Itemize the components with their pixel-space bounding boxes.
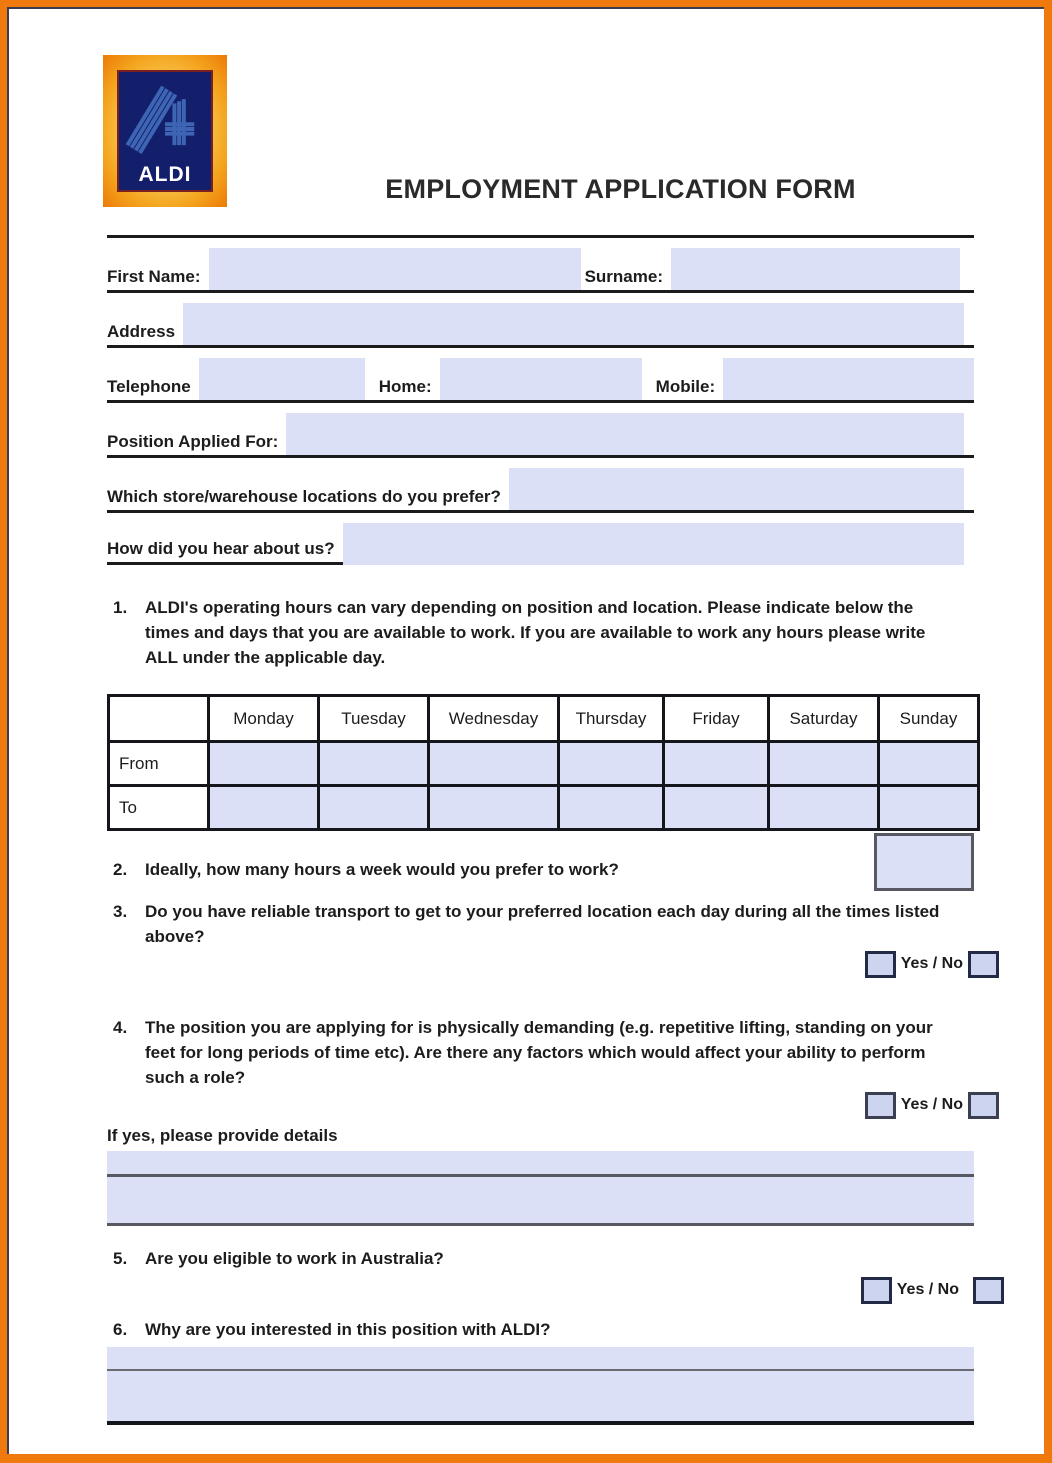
table-row-to — [109, 786, 979, 830]
avail-from-monday-input[interactable] — [210, 743, 317, 784]
question-2-row — [107, 831, 974, 891]
question-1 — [107, 595, 974, 670]
page-title: EMPLOYMENT APPLICATION FORM — [385, 174, 856, 204]
address-input[interactable] — [183, 303, 964, 345]
avail-from-sunday-input[interactable] — [880, 743, 977, 784]
surname-input[interactable] — [671, 248, 960, 290]
question-5-yesno-row — [107, 1275, 1004, 1305]
table-header-thursday: Thursday — [559, 696, 664, 742]
home-phone-input[interactable] — [440, 358, 642, 400]
question-5-text: Are you eligible to work in Australia? — [145, 1249, 444, 1268]
q3-no-checkbox[interactable] — [968, 951, 999, 978]
aldi-logo-emblem — [117, 70, 213, 192]
question-2 — [107, 831, 874, 882]
aldi-logo-wordmark: ALDI — [138, 163, 192, 186]
address-label: Address — [107, 322, 176, 341]
home-label: Home: — [378, 377, 432, 396]
aldi-logo — [103, 55, 227, 207]
q5-yes-checkbox[interactable] — [861, 1277, 892, 1304]
table-header-wednesday: Wednesday — [429, 696, 559, 742]
store-location-input[interactable] — [509, 468, 964, 510]
avail-to-wednesday-input[interactable] — [430, 787, 557, 828]
question-5 — [107, 1246, 974, 1271]
q4-no-checkbox[interactable] — [968, 1092, 999, 1119]
q6-answer-line-1-input[interactable] — [107, 1347, 974, 1371]
telephone-label: Telephone — [107, 377, 191, 396]
row-label-to: To — [109, 786, 209, 830]
question-4-yesno-row — [107, 1090, 999, 1120]
first-name-label: First Name: — [107, 267, 201, 286]
q4-yes-checkbox[interactable] — [865, 1092, 896, 1119]
question-5-number: 5. — [113, 1249, 128, 1268]
question-1-text: ALDI's operating hours can vary depending on position and location. Please indicate below the times and days that you are available to work. If you are available to work any hours please write ALL under the applicable day. — [145, 598, 926, 667]
name-row — [107, 248, 974, 293]
avail-from-friday-input[interactable] — [665, 743, 767, 784]
aldi-a-icon — [119, 72, 211, 164]
avail-to-saturday-input[interactable] — [770, 787, 877, 828]
avail-to-thursday-input[interactable] — [560, 787, 662, 828]
avail-from-saturday-input[interactable] — [770, 743, 877, 784]
question-6 — [107, 1317, 974, 1342]
question-3 — [107, 899, 974, 949]
hear-about-row — [107, 523, 974, 565]
avail-to-friday-input[interactable] — [665, 787, 767, 828]
q3-yesno-label: Yes / No — [900, 955, 963, 972]
surname-label: Surname: — [584, 267, 663, 286]
address-row — [107, 303, 974, 348]
position-applied-input[interactable] — [286, 413, 964, 455]
q5-no-checkbox[interactable] — [973, 1277, 1004, 1304]
table-header-friday: Friday — [664, 696, 769, 742]
question-3-yesno-row — [107, 949, 999, 979]
table-row-from — [109, 742, 979, 786]
q6-answer-line-2-input[interactable] — [107, 1371, 974, 1425]
avail-from-wednesday-input[interactable] — [430, 743, 557, 784]
question-4 — [107, 1015, 974, 1090]
avail-to-sunday-input[interactable] — [880, 787, 977, 828]
q4-details-label: If yes, please provide details — [107, 1126, 338, 1145]
table-corner-cell — [109, 696, 209, 742]
position-row — [107, 413, 974, 458]
availability-table — [107, 694, 980, 831]
question-2-number: 2. — [113, 860, 128, 879]
row-label-from: From — [109, 742, 209, 786]
question-6-text: Why are you interested in this position with ALDI? — [145, 1320, 551, 1339]
position-applied-label: Position Applied For: — [107, 432, 279, 451]
hear-about-label: How did you hear about us? — [107, 539, 343, 565]
table-header-sunday: Sunday — [879, 696, 979, 742]
q3-yes-checkbox[interactable] — [865, 951, 896, 978]
avail-to-tuesday-input[interactable] — [320, 787, 427, 828]
question-3-number: 3. — [113, 902, 128, 921]
first-name-input[interactable] — [209, 248, 581, 290]
avail-from-tuesday-input[interactable] — [320, 743, 427, 784]
store-location-label: Which store/warehouse locations do you prefer? — [107, 487, 501, 506]
question-2-text: Ideally, how many hours a week would you prefer to work? — [145, 860, 619, 879]
telephone-input[interactable] — [199, 358, 365, 400]
table-header-saturday: Saturday — [769, 696, 879, 742]
q4-details-line-2-input[interactable] — [107, 1177, 974, 1226]
form-header — [107, 7, 974, 207]
avail-to-monday-input[interactable] — [210, 787, 317, 828]
question-4-text: The position you are applying for is physically demanding (e.g. repetitive lifting, standing on your feet for long periods of time etc). Are there any factors which would affect your ability to perform such a role? — [145, 1018, 933, 1087]
table-header-row — [109, 696, 979, 742]
question-6-number: 6. — [113, 1320, 128, 1339]
avail-from-thursday-input[interactable] — [560, 743, 662, 784]
table-header-tuesday: Tuesday — [319, 696, 429, 742]
top-divider — [107, 235, 974, 238]
mobile-label: Mobile: — [655, 377, 716, 396]
question-3-text: Do you have reliable transport to get to your preferred location each day during all the times listed above? — [145, 902, 940, 946]
q4-details-line-1-input[interactable] — [107, 1151, 974, 1177]
question-1-number: 1. — [113, 598, 128, 617]
telephone-row — [107, 358, 974, 403]
preferred-hours-input[interactable] — [874, 833, 974, 891]
store-location-row — [107, 468, 974, 513]
q5-yesno-label: Yes / No — [896, 1281, 959, 1298]
hear-about-input[interactable] — [343, 523, 964, 565]
q4-yesno-label: Yes / No — [900, 1096, 963, 1113]
question-4-number: 4. — [113, 1018, 128, 1037]
mobile-phone-input[interactable] — [723, 358, 974, 400]
table-header-monday: Monday — [209, 696, 319, 742]
